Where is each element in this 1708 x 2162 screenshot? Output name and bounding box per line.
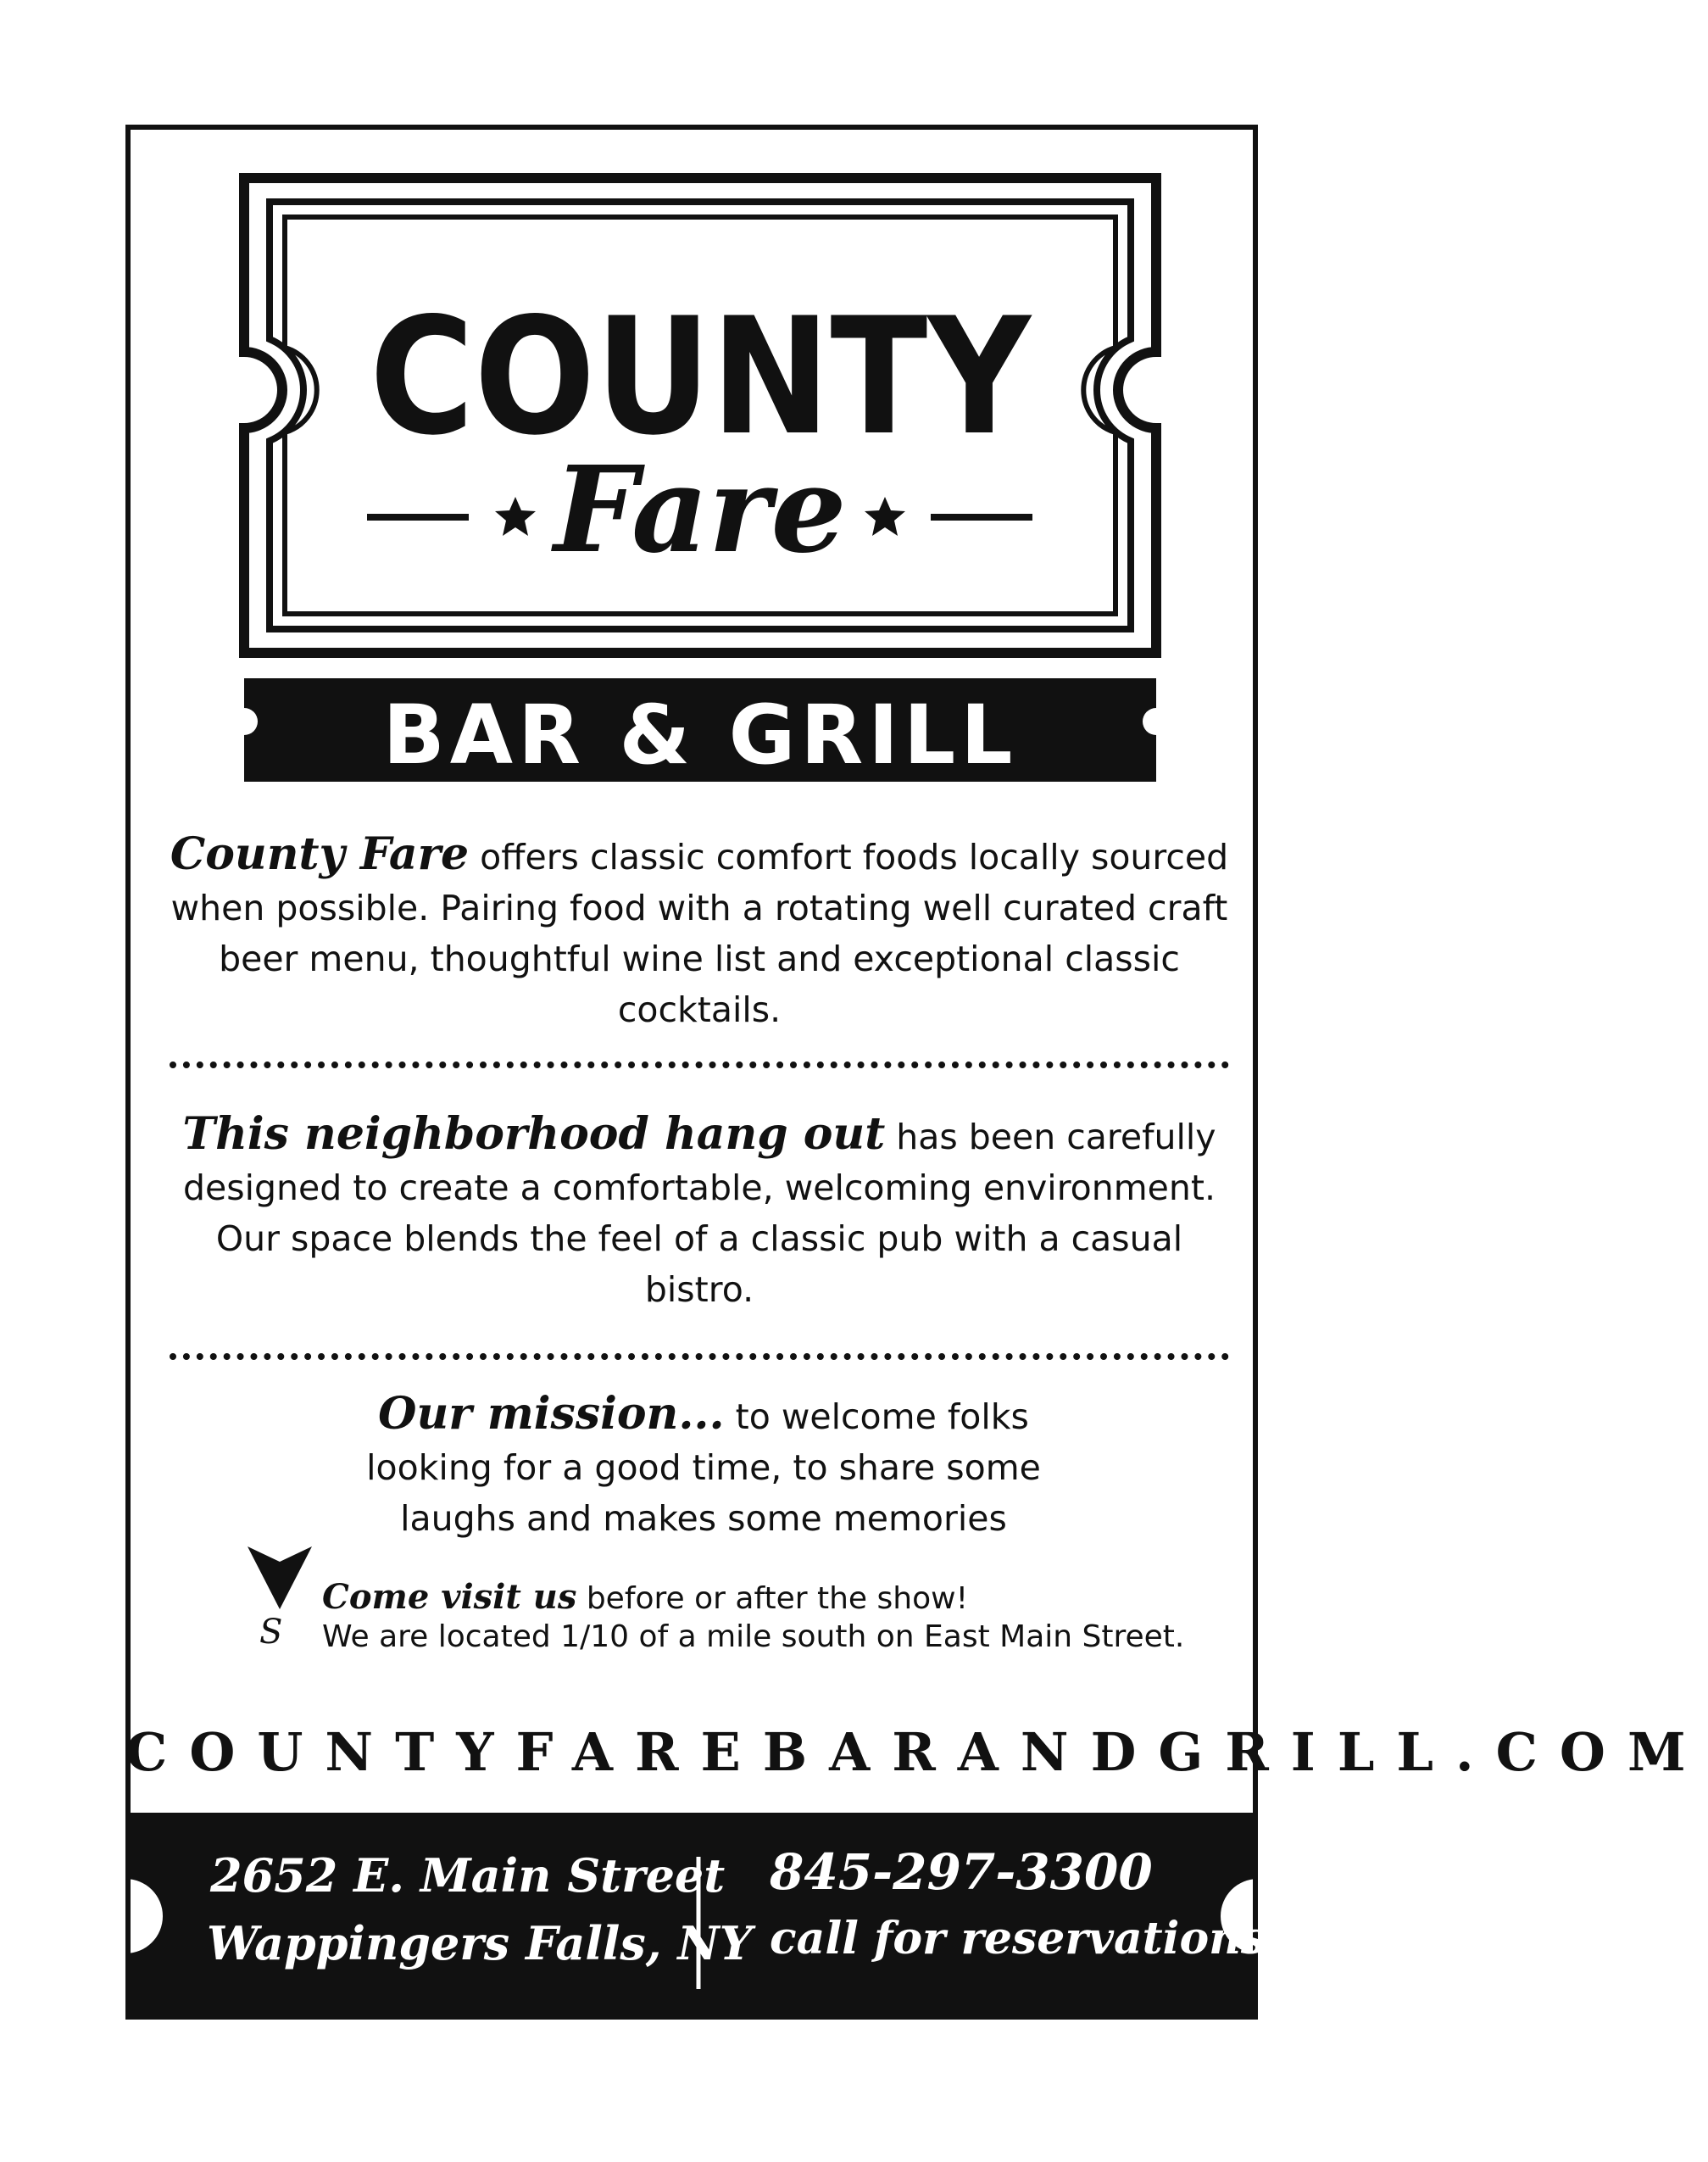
logo-word-county: COUNTY xyxy=(370,283,1033,471)
south-arrow-icon xyxy=(246,1543,314,1611)
intro-lead: County Fare xyxy=(170,828,470,880)
address-line-1: 2652 E. Main Street xyxy=(210,1848,726,1903)
logo-word-fare: Fare xyxy=(554,441,847,580)
footer-bar xyxy=(125,1813,1266,2020)
neighborhood-text: has been carefully designed to create a comfortable, welcoming environment. Our space blends the feel of a classic pub with a casual bistro. xyxy=(183,1117,1216,1310)
mission-lead: Our mission... xyxy=(378,1388,725,1440)
neighborhood-lead: This neighborhood hang out xyxy=(182,1108,886,1160)
star-icon xyxy=(865,497,905,536)
reservation-note: call for reservations xyxy=(770,1913,1266,1964)
phone-number[interactable]: 845-297-3300 xyxy=(770,1843,1153,1901)
dotted-divider xyxy=(170,1061,1229,1068)
dotted-divider xyxy=(170,1353,1229,1360)
visit-line-1 xyxy=(322,1577,968,1617)
compass-south-label: S xyxy=(259,1613,283,1652)
visit-line-2: We are located 1/10 of a mile south on East Main Street. xyxy=(322,1619,1185,1654)
visit-section xyxy=(246,1543,1185,1654)
neighborhood-paragraph xyxy=(170,1109,1229,1315)
star-icon xyxy=(495,497,536,536)
visit-text: before or after the show! xyxy=(576,1581,968,1616)
website-url[interactable]: COUNTYFAREBARANDGRILL.COM xyxy=(125,1721,1708,1783)
logo-banner-text: BAR & GRILL xyxy=(382,688,1018,783)
mission-paragraph xyxy=(322,1389,1085,1544)
intro-paragraph xyxy=(170,829,1229,1035)
county-fare-logo xyxy=(244,178,1156,782)
intro-text: offers classic comfort foods locally sourced when possible. Pairing food with a rotating well curated craft beer menu, thoughtful wine list and exceptional classic cocktails. xyxy=(170,837,1229,1030)
visit-lead: Come visit us xyxy=(322,1577,577,1617)
address-line-2: Wappingers Falls, NY xyxy=(207,1916,753,1970)
mission-text: to welcome folks looking for a good time, to share some laughs and makes some memories xyxy=(366,1396,1041,1539)
